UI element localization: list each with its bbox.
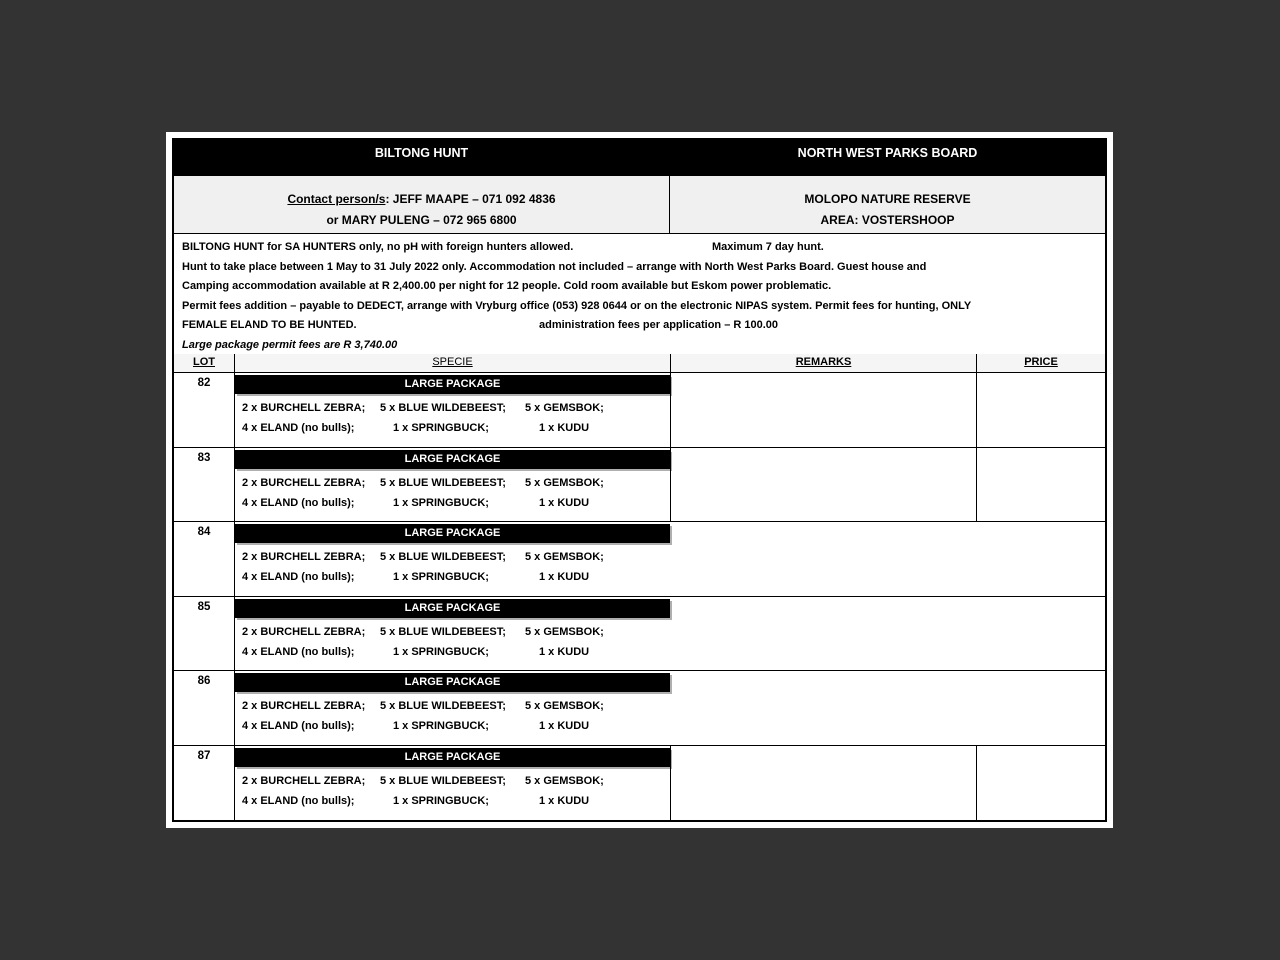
species-line-1: [242, 700, 1105, 712]
row-body: [235, 671, 1105, 745]
package-bar: LARGE PACKAGE: [235, 748, 670, 767]
title-left: BILTONG HUNT: [174, 140, 670, 176]
species-segment: 5 x BLUE WILDEBEEST;: [380, 476, 506, 489]
species-segment: 5 x BLUE WILDEBEEST;: [380, 551, 506, 563]
species-segment: 1 x SPRINGBUCK;: [393, 645, 489, 658]
species-segment: 4 x ELAND (no bulls);: [242, 496, 355, 509]
lot-number: 86: [174, 671, 235, 745]
note-line-1: [182, 238, 1097, 258]
package-bar: LARGE PACKAGE: [235, 673, 670, 692]
species-segment: 5 x BLUE WILDEBEEST;: [380, 625, 506, 638]
table-column-headers: [174, 354, 1105, 373]
note-line-1-left: BILTONG HUNT for SA HUNTERS only, no pH with foreign hunters allowed.: [182, 241, 574, 253]
species-line-2: [242, 571, 1105, 583]
row-body: [235, 373, 1105, 447]
contact-block: [174, 176, 670, 233]
species-segment: 1 x SPRINGBUCK;: [393, 794, 489, 807]
note-line-4: Permit fees addition – payable to DEDECT, arrange with Vryburg office (053) 928 0644 or on the electronic NIPAS system. Permit fees for hunting, ONLY: [182, 299, 972, 312]
species-segment: 5 x GEMSBOK;: [525, 625, 604, 638]
document-page: [166, 132, 1113, 828]
species-segment: 5 x BLUE WILDEBEEST;: [380, 774, 506, 787]
row-body: [235, 522, 1105, 596]
note-line-5-left: FEMALE ELAND TO BE HUNTED.: [182, 319, 357, 331]
species-segment: 1 x KUDU: [539, 794, 590, 807]
species-segment: 5 x GEMSBOK;: [525, 774, 604, 787]
row-body: [235, 597, 1105, 671]
species-segment: 1 x SPRINGBUCK;: [393, 720, 489, 732]
row-body: [235, 746, 1105, 821]
species-segment: 5 x BLUE WILDEBEEST;: [380, 402, 506, 414]
table-row-lot-85: [174, 597, 1105, 672]
species-segment: 2 x BURCHELL ZEBRA;: [242, 625, 366, 638]
table-row-lot-84: [174, 522, 1105, 597]
contact-line-1: [174, 189, 669, 210]
remarks-price-divider: [976, 448, 977, 522]
title-right: NORTH WEST PARKS BOARD: [797, 146, 978, 160]
species-segment: 2 x BURCHELL ZEBRA;: [242, 700, 366, 712]
reserve-area: AREA: VOSTERSHOOP: [820, 213, 955, 227]
lot-number: 84: [174, 522, 235, 596]
species-segment: 5 x GEMSBOK;: [525, 700, 604, 712]
species-segment: 2 x BURCHELL ZEBRA;: [242, 551, 366, 563]
species-segment: 4 x ELAND (no bulls);: [242, 794, 355, 807]
note-line-1-right: Maximum 7 day hunt.: [712, 241, 824, 253]
contact-line-2: or MARY PULENG – 072 965 6800: [326, 213, 517, 227]
package-bar: LARGE PACKAGE: [235, 450, 670, 469]
reserve-block: [670, 176, 1105, 233]
remarks-price-divider: [976, 746, 977, 821]
package-bar: LARGE PACKAGE: [235, 599, 670, 618]
col-header-price: PRICE: [1024, 356, 1058, 368]
specie-remarks-divider: [670, 448, 671, 522]
species-segment: 5 x BLUE WILDEBEEST;: [380, 700, 506, 712]
remarks-price-divider: [976, 373, 977, 447]
note-line-5-right: administration fees per application – R 100.00: [539, 319, 779, 331]
species-line-2: [242, 646, 1105, 658]
contact-line-1-rest: : JEFF MAAPE – 071 092 4836: [385, 192, 556, 206]
note-line-2: Hunt to take place between 1 May to 31 July 2022 only. Accommodation not included – arrange with North West Parks Board. Guest house and: [182, 260, 927, 273]
species-segment: 5 x GEMSBOK;: [525, 402, 604, 414]
col-header-specie: SPECIE: [235, 354, 671, 372]
notes-block: [174, 234, 1105, 354]
species-line-2: [242, 720, 1105, 732]
contact-label: Contact person/s: [287, 192, 386, 206]
species-line-1: [242, 626, 1105, 638]
specie-remarks-divider: [670, 373, 671, 447]
species-segment: 5 x GEMSBOK;: [525, 476, 604, 489]
species-segment: 4 x ELAND (no bulls);: [242, 422, 355, 434]
package-bar: LARGE PACKAGE: [235, 524, 670, 543]
note-line-6: Large package permit fees are R 3,740.00: [182, 338, 398, 351]
species-segment: 1 x SPRINGBUCK;: [393, 571, 489, 583]
species-segment: 1 x KUDU: [539, 645, 590, 658]
table-row-lot-83: [174, 448, 1105, 523]
species-segment: 1 x SPRINGBUCK;: [393, 422, 489, 434]
species-segment: 1 x KUDU: [539, 496, 590, 509]
species-segment: 1 x SPRINGBUCK;: [393, 496, 489, 509]
specie-remarks-divider: [670, 746, 671, 821]
title-band: [174, 140, 1105, 176]
col-header-remarks: REMARKS: [671, 354, 977, 372]
species-segment: 4 x ELAND (no bulls);: [242, 571, 355, 583]
lot-number: 85: [174, 597, 235, 671]
table-row-lot-82: [174, 373, 1105, 448]
note-line-5: [182, 316, 1097, 336]
document-table: [172, 138, 1107, 822]
species-segment: 1 x KUDU: [539, 571, 590, 583]
col-header-lot: LOT: [174, 354, 235, 372]
species-segment: 5 x GEMSBOK;: [525, 551, 604, 563]
species-segment: 2 x BURCHELL ZEBRA;: [242, 476, 366, 489]
species-segment: 4 x ELAND (no bulls);: [242, 720, 355, 732]
table-row-lot-87: [174, 746, 1105, 821]
table-row-lot-86: [174, 671, 1105, 746]
row-body: [235, 448, 1105, 522]
species-segment: 4 x ELAND (no bulls);: [242, 645, 355, 658]
lot-number: 87: [174, 746, 235, 821]
lot-number: 83: [174, 448, 235, 522]
package-bar: LARGE PACKAGE: [235, 375, 670, 394]
species-segment: 1 x KUDU: [539, 422, 590, 434]
species-segment: 2 x BURCHELL ZEBRA;: [242, 402, 366, 414]
note-line-3: Camping accommodation available at R 2,400.00 per night for 12 people. Cold room available but Eskom power problematic.: [182, 280, 832, 292]
species-segment: 2 x BURCHELL ZEBRA;: [242, 774, 366, 787]
contact-row: [174, 176, 1105, 234]
species-line-1: [242, 551, 1105, 563]
species-segment: 1 x KUDU: [539, 720, 590, 732]
reserve-name: MOLOPO NATURE RESERVE: [804, 192, 971, 206]
lot-number: 82: [174, 373, 235, 447]
